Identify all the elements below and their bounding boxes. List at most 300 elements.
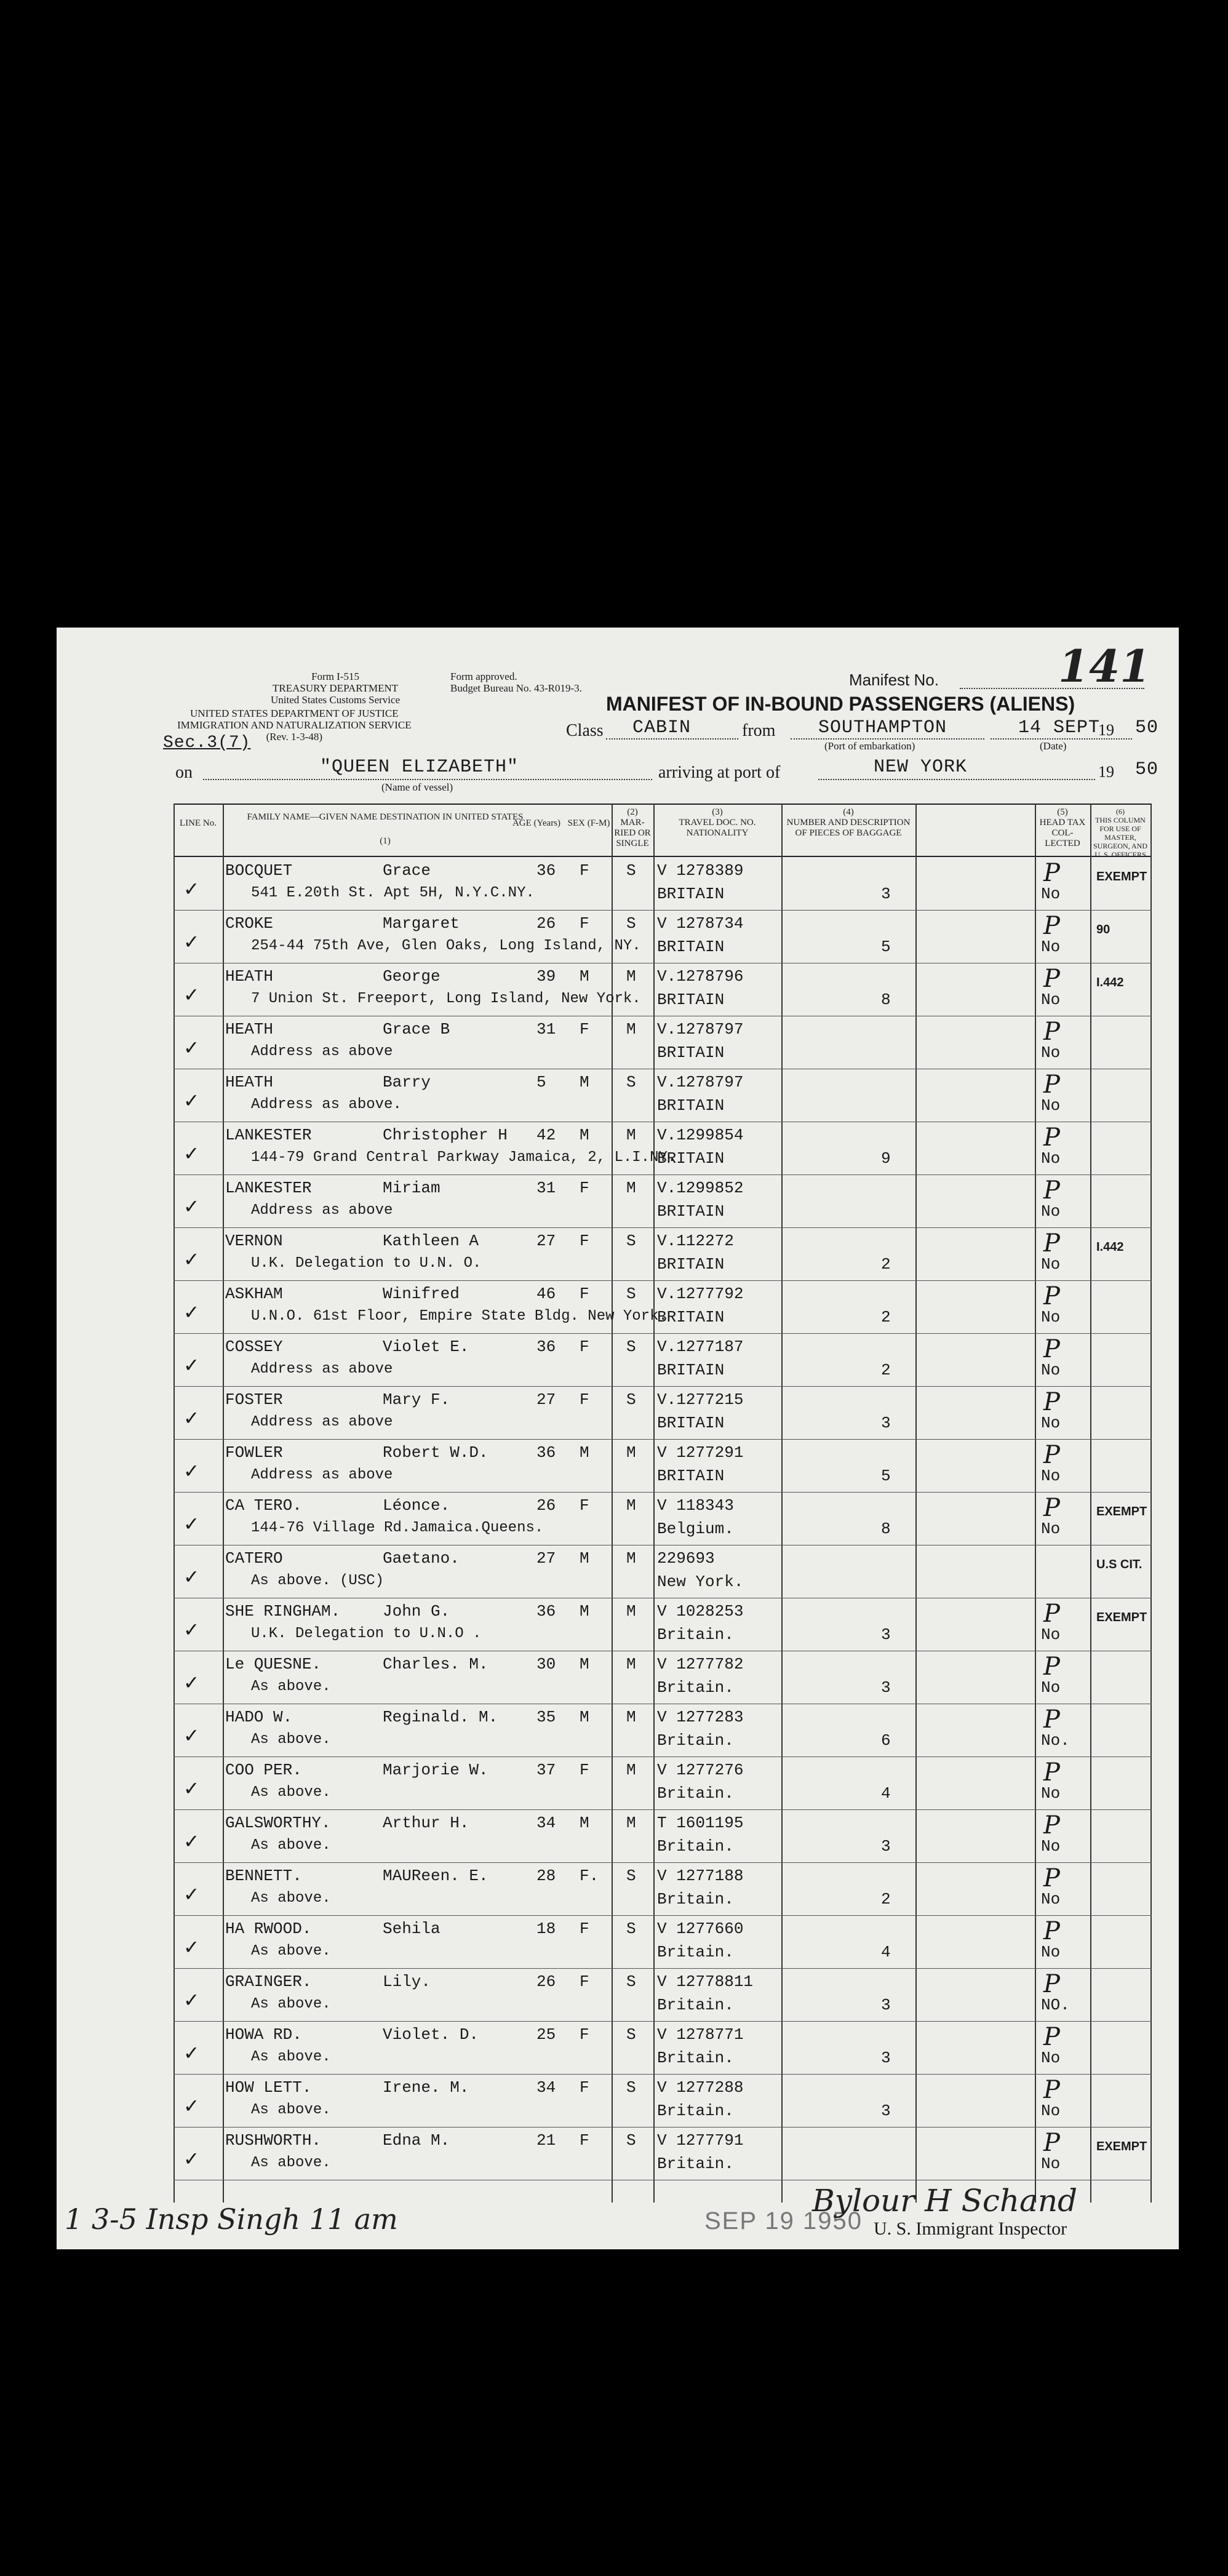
destination: As above. — [251, 2155, 331, 2171]
passenger-name: HOW LETT. — [225, 2078, 312, 2097]
paid-check-mark: P — [1043, 2076, 1060, 2104]
sex: F — [580, 1285, 589, 1303]
head-tax: No — [1041, 1043, 1061, 1062]
sex: F — [580, 861, 589, 880]
travel-doc: V 1278734 — [657, 914, 744, 933]
nationality: BRITAIN — [657, 991, 725, 1009]
year-value-2: 50 — [1135, 759, 1159, 780]
given-name: Sehila — [383, 1920, 441, 1938]
col-header-tax-num: (5) — [1057, 807, 1068, 817]
head-tax: No — [1041, 1096, 1061, 1115]
marital-status: S — [626, 2025, 636, 2044]
vessel-caption: (Name of vessel) — [381, 781, 453, 793]
paid-check-mark: P — [1043, 1176, 1060, 1205]
passenger-name: HEATH — [225, 1073, 274, 1091]
travel-doc: V 1277276 — [657, 1761, 744, 1779]
sex: F — [580, 1920, 589, 1938]
sex: F — [580, 914, 589, 933]
baggage: 2 — [881, 1890, 891, 1908]
paid-check-mark: P — [1043, 1388, 1060, 1416]
passenger-name: ASKHAM — [225, 1285, 283, 1303]
passenger-name: CATERO — [225, 1549, 283, 1568]
destination: As above. — [251, 1890, 331, 1907]
baggage: 3 — [881, 1837, 891, 1856]
from-label: from — [742, 721, 776, 740]
baggage: 5 — [881, 1467, 891, 1485]
line-check-icon: ✓ — [185, 2041, 198, 2067]
table-row — [173, 963, 1152, 1016]
age: 30 — [536, 1655, 556, 1673]
col-header-marital-label: MAR-RIED OR SINGLE — [614, 818, 651, 848]
vessel-line — [203, 779, 652, 780]
passenger-name: HEATH — [225, 967, 274, 986]
destination: As above. — [251, 2102, 331, 2118]
age: 28 — [536, 1867, 556, 1885]
passenger-name: VERNON — [225, 1232, 283, 1250]
table-row — [173, 1069, 1152, 1122]
class-line — [606, 738, 738, 740]
head-tax: No — [1041, 991, 1061, 1009]
travel-doc: V 118343 — [657, 1496, 734, 1515]
paid-check-mark: P — [1043, 965, 1060, 993]
paid-check-mark: P — [1043, 2129, 1060, 2157]
destination: Address as above — [251, 1043, 393, 1060]
table-row — [173, 1281, 1152, 1334]
baggage: 2 — [881, 1308, 891, 1326]
head-tax: No — [1041, 1520, 1061, 1538]
sex: M — [580, 1655, 589, 1673]
paid-check-mark: P — [1043, 1758, 1060, 1787]
paid-check-mark: P — [1043, 1282, 1060, 1310]
age: 27 — [536, 1232, 556, 1250]
destination: 144-79 Grand Central Parkway Jamaica, 2, L.I.NY. — [251, 1149, 677, 1166]
travel-doc: V 1277660 — [657, 1920, 744, 1938]
age: 36 — [536, 1338, 556, 1356]
head-tax: No — [1041, 1890, 1061, 1908]
given-name: MAUReen. E. — [383, 1867, 488, 1885]
col-header-name — [225, 812, 545, 847]
sex: M — [580, 1073, 589, 1091]
passenger-name: HA RWOOD. — [225, 1920, 312, 1938]
line-check-icon: ✓ — [185, 1406, 198, 1432]
nationality: Britain. — [657, 1943, 734, 1961]
col-header-baggage-label: NUMBER AND DESCRIPTION OF PIECES OF BAGGAGE — [786, 818, 911, 838]
official-remark: U.S CIT. — [1096, 1558, 1142, 1571]
col-header-sex: SEX (F-M) — [567, 818, 610, 828]
marital-status: M — [626, 1655, 636, 1673]
baggage: 3 — [881, 1996, 891, 2014]
paid-check-mark: P — [1043, 2023, 1060, 2051]
age: 5 — [536, 1073, 546, 1091]
travel-doc: V 1028253 — [657, 1602, 744, 1621]
destination: As above. — [251, 1678, 331, 1695]
sex: M — [580, 1549, 589, 1568]
travel-doc: V.1277792 — [657, 1285, 744, 1303]
col-header-doc-label: TRAVEL DOC. NO. NATIONALITY — [679, 818, 756, 838]
revision: (Rev. 1-3-48) — [266, 731, 323, 743]
justice-dept: UNITED STATES DEPARTMENT OF JUSTICE — [190, 708, 399, 719]
vessel-name: "QUEEN ELIZABETH" — [320, 757, 519, 778]
date-value: 14 SEPT — [1018, 717, 1101, 738]
marital-status: M — [626, 1708, 636, 1726]
arriving-port: NEW YORK — [874, 757, 968, 778]
col-header-baggage — [783, 807, 914, 839]
nationality: Britain. — [657, 2155, 734, 2173]
line-check-icon: ✓ — [185, 877, 198, 903]
treasury-dept: TREASURY DEPARTMENT — [273, 682, 399, 694]
marital-status: M — [626, 1761, 636, 1779]
paid-check-mark: P — [1043, 859, 1060, 887]
nationality: BRITAIN — [657, 938, 725, 956]
given-name: Robert W.D. — [383, 1443, 488, 1462]
destination: As above. — [251, 1784, 331, 1801]
travel-doc: 229693 — [657, 1549, 715, 1568]
table-row — [173, 1704, 1152, 1757]
passenger-name: Le QUESNE. — [225, 1655, 322, 1673]
travel-doc: T 1601195 — [657, 1814, 744, 1832]
passenger-name: BENNETT. — [225, 1867, 302, 1885]
given-name: Winifred — [383, 1285, 460, 1303]
baggage: 3 — [881, 885, 891, 903]
paid-check-mark: P — [1043, 1600, 1060, 1628]
baggage: 3 — [881, 1678, 891, 1697]
marital-status: M — [626, 1126, 636, 1144]
marital-status: M — [626, 1179, 636, 1197]
given-name: Grace B — [383, 1020, 450, 1039]
age: 26 — [536, 1972, 556, 1991]
age: 36 — [536, 1602, 556, 1621]
head-tax: No — [1041, 2102, 1061, 2120]
marital-status: M — [626, 1443, 636, 1462]
year-prefix-2: 19 — [1098, 763, 1114, 781]
age: 31 — [536, 1179, 556, 1197]
nationality: Britain. — [657, 1784, 734, 1803]
nationality: Britain. — [657, 2049, 734, 2067]
age: 35 — [536, 1708, 556, 1726]
destination: As above. — [251, 1943, 331, 1960]
sex: F — [580, 1020, 589, 1039]
line-check-icon: ✓ — [185, 1777, 198, 1802]
official-remark: I.442 — [1096, 1240, 1124, 1254]
paid-check-mark: P — [1043, 1018, 1060, 1046]
travel-doc: V.1278797 — [657, 1073, 744, 1091]
age: 27 — [536, 1549, 556, 1568]
customs-service: United States Customs Service — [271, 694, 401, 706]
line-check-icon: ✓ — [185, 1936, 198, 1961]
ins-line: IMMIGRATION AND NATURALIZATION SERVICE — [177, 719, 412, 731]
passenger-name: HOWA RD. — [225, 2025, 302, 2044]
travel-doc: V.112272 — [657, 1232, 734, 1250]
destination: 254-44 75th Ave, Glen Oaks, Long Island, NY. — [251, 938, 641, 954]
given-name: Arthur H. — [383, 1814, 469, 1832]
travel-doc: V.1299854 — [657, 1126, 744, 1144]
nationality: New York. — [657, 1573, 744, 1591]
head-tax: No. — [1041, 1731, 1070, 1750]
arriving-line — [818, 779, 1095, 780]
paid-check-mark: P — [1043, 1494, 1060, 1522]
table-header-border — [173, 856, 1152, 857]
inspector-signature: Bylour H Schand — [812, 2183, 1078, 2219]
paid-check-mark: P — [1043, 1441, 1060, 1469]
line-check-icon: ✓ — [185, 1512, 198, 1537]
inspector-caption: U. S. Immigrant Inspector — [874, 2219, 1067, 2239]
destination: 144-76 Village Rd.Jamaica.Queens. — [251, 1520, 544, 1536]
passenger-name: FOSTER — [225, 1390, 283, 1409]
given-name: Reginald. M. — [383, 1708, 498, 1726]
marital-status: M — [626, 1549, 636, 1568]
head-tax: No — [1041, 1784, 1061, 1803]
marital-status: S — [626, 2078, 636, 2097]
given-name: Christopher H — [383, 1126, 508, 1144]
destination: U.K. Delegation to U.N.O . — [251, 1625, 482, 1642]
table-row — [173, 1016, 1152, 1069]
age: 27 — [536, 1390, 556, 1409]
col-header-baggage-num: (4) — [843, 807, 854, 817]
class-label: Class — [566, 721, 604, 740]
destination: Address as above — [251, 1467, 393, 1483]
line-check-icon: ✓ — [185, 1354, 198, 1379]
age: 46 — [536, 1285, 556, 1303]
baggage: 2 — [881, 1255, 891, 1274]
passenger-name: FOWLER — [225, 1443, 283, 1462]
baggage: 9 — [881, 1149, 891, 1168]
baggage: 6 — [881, 1731, 891, 1750]
col-header-remarks — [1091, 807, 1149, 859]
sex: M — [580, 1814, 589, 1832]
travel-doc: V.1278796 — [657, 967, 744, 986]
col-header-marital-num: (2) — [627, 807, 638, 817]
passenger-table — [173, 804, 1152, 2203]
sex: F — [580, 1232, 589, 1250]
head-tax: No — [1041, 885, 1061, 903]
age: 36 — [536, 1443, 556, 1462]
table-top-border — [173, 804, 1152, 805]
form-approved: Form approved. — [450, 671, 517, 682]
head-tax: No — [1041, 1678, 1061, 1697]
baggage: 3 — [881, 1414, 891, 1432]
manifest-no-value: 141 — [1058, 640, 1151, 692]
marital-status: S — [626, 1867, 636, 1885]
travel-doc: V 1277188 — [657, 1867, 744, 1885]
on-label: on — [175, 763, 193, 782]
sex: F — [580, 1179, 589, 1197]
table-row — [173, 1122, 1152, 1175]
given-name: Grace — [383, 861, 431, 880]
table-row — [173, 1651, 1152, 1704]
marital-status: S — [626, 861, 636, 880]
age: 26 — [536, 914, 556, 933]
col-header-remarks-num: (6) — [1116, 807, 1125, 816]
marital-status: S — [626, 1338, 636, 1356]
baggage: 3 — [881, 2049, 891, 2067]
travel-doc: V 1277291 — [657, 1443, 744, 1462]
line-check-icon: ✓ — [185, 1142, 198, 1167]
from-line — [791, 738, 984, 740]
line-check-icon: ✓ — [185, 1565, 198, 1590]
head-tax: No — [1041, 1414, 1061, 1432]
paid-check-mark: P — [1043, 1864, 1060, 1892]
age: 18 — [536, 1920, 556, 1938]
line-check-icon: ✓ — [185, 1195, 198, 1220]
table-row — [173, 1440, 1152, 1493]
table-row — [173, 1334, 1152, 1387]
given-name: George — [383, 967, 441, 986]
table-row — [173, 1228, 1152, 1281]
table-row — [173, 1598, 1152, 1651]
baggage: 3 — [881, 2102, 891, 2120]
budget-bureau: Budget Bureau No. 43-R019-3. — [450, 682, 582, 694]
line-check-icon: ✓ — [185, 1988, 198, 2014]
table-row — [173, 1810, 1152, 1863]
sex: M — [580, 1708, 589, 1726]
sex: F — [580, 1496, 589, 1515]
head-tax: No — [1041, 1467, 1061, 1485]
year-prefix-1: 19 — [1098, 721, 1114, 739]
nationality: Britain. — [657, 1731, 734, 1750]
passenger-name: COO PER. — [225, 1761, 302, 1779]
destination: U.K. Delegation to U.N. O. — [251, 1255, 482, 1272]
col-header-line: LINE No. — [180, 818, 217, 828]
col-header-age: AGE (Years) — [512, 818, 561, 828]
destination: Address as above — [251, 1361, 393, 1378]
age: 42 — [536, 1126, 556, 1144]
given-name: Léonce. — [383, 1496, 450, 1515]
destination: As above. (USC) — [251, 1573, 385, 1589]
passenger-name: LANKESTER — [225, 1126, 312, 1144]
marital-status: M — [626, 1814, 636, 1832]
passenger-name: GALSWORTHY. — [225, 1814, 331, 1832]
table-row — [173, 2127, 1152, 2180]
manifest-no-label: Manifest No. — [849, 671, 939, 689]
nationality: BRITAIN — [657, 1149, 725, 1168]
sex: F — [580, 1338, 589, 1356]
passenger-name: CROKE — [225, 914, 274, 933]
destination: U.N.O. 61st Floor, Empire State Bldg. New York. — [251, 1308, 668, 1325]
sex: F — [580, 1390, 589, 1409]
age: 25 — [536, 2025, 556, 2044]
baggage: 2 — [881, 1361, 891, 1379]
nationality: BRITAIN — [657, 1255, 725, 1274]
head-tax: No — [1041, 938, 1061, 956]
port-embarkation-caption: (Port of embarkation) — [824, 740, 915, 752]
given-name: Edna M. — [383, 2131, 450, 2150]
sex: M — [580, 967, 589, 986]
travel-doc: V.1277215 — [657, 1390, 744, 1409]
line-check-icon: ✓ — [185, 1248, 198, 1273]
destination: 7 Union St. Freeport, Long Island, New York. — [251, 991, 641, 1007]
col-header-remarks-label: THIS COLUMN FOR USE OF MASTER, SURGEON, AND U. S. OFFICERS — [1093, 816, 1147, 859]
nationality: BRITAIN — [657, 885, 725, 903]
line-check-icon: ✓ — [185, 1830, 198, 1855]
nationality: Britain. — [657, 2102, 734, 2120]
given-name: Gaetano. — [383, 1549, 460, 1568]
age: 37 — [536, 1761, 556, 1779]
destination: Address as above. — [251, 1096, 402, 1113]
travel-doc: V.1277187 — [657, 1338, 744, 1356]
marital-status: S — [626, 1073, 636, 1091]
sex: F — [580, 2078, 589, 2097]
marital-status: S — [626, 1285, 636, 1303]
baggage: 5 — [881, 938, 891, 956]
date-stamp: SEP 19 1950 — [704, 2207, 863, 2235]
paid-check-mark: P — [1043, 1970, 1060, 1998]
passenger-name: HEATH — [225, 1020, 274, 1039]
travel-doc: V 12778811 — [657, 1972, 754, 1991]
date-caption: (Date) — [1040, 740, 1067, 752]
table-row — [173, 1969, 1152, 2022]
given-name: Violet E. — [383, 1338, 469, 1356]
head-tax: No — [1041, 1149, 1061, 1168]
nationality: BRITAIN — [657, 1467, 725, 1485]
marital-status: S — [626, 1920, 636, 1938]
passenger-name: LANKESTER — [225, 1179, 312, 1197]
line-check-icon: ✓ — [185, 1459, 198, 1485]
baggage: 4 — [881, 1784, 891, 1803]
sex: F — [580, 2025, 589, 2044]
marital-status: S — [626, 1232, 636, 1250]
page-title: MANIFEST OF IN-BOUND PASSENGERS (ALIENS) — [606, 693, 1075, 715]
nationality: Belgium. — [657, 1520, 734, 1538]
marital-status: S — [626, 2131, 636, 2150]
marital-status: M — [626, 1602, 636, 1621]
col-header-marital — [613, 807, 652, 849]
passenger-name: HADO W. — [225, 1708, 293, 1726]
table-row — [173, 1916, 1152, 1969]
sex: F — [580, 1972, 589, 1991]
baggage: 4 — [881, 1943, 891, 1961]
sex: F — [580, 1761, 589, 1779]
table-row — [173, 1387, 1152, 1440]
official-remark: I.442 — [1096, 976, 1124, 989]
age: 21 — [536, 2131, 556, 2150]
official-remark: EXEMPT — [1096, 2140, 1147, 2153]
col-header-name-label: FAMILY NAME—GIVEN NAME DESTINATION IN UNITED STATES — [247, 812, 524, 822]
col-header-doc — [655, 807, 780, 839]
passenger-name: GRAINGER. — [225, 1972, 312, 1991]
paid-check-mark: P — [1043, 1811, 1060, 1840]
travel-doc: V 1278771 — [657, 2025, 744, 2044]
line-check-icon: ✓ — [185, 983, 198, 1008]
official-remark: EXEMPT — [1096, 870, 1147, 883]
travel-doc: V 1278389 — [657, 861, 744, 880]
age: 36 — [536, 861, 556, 880]
destination: 541 E.20th St. Apt 5H, N.Y.C.NY. — [251, 885, 535, 901]
travel-doc: V 1277791 — [657, 2131, 744, 2150]
section-label: Sec.3(7) — [163, 733, 251, 752]
head-tax: No — [1041, 1361, 1061, 1379]
given-name: Kathleen A — [383, 1232, 479, 1250]
baggage: 3 — [881, 1625, 891, 1644]
official-remark: EXEMPT — [1096, 1505, 1147, 1518]
travel-doc: V 1277283 — [657, 1708, 744, 1726]
nationality: BRITAIN — [657, 1414, 725, 1432]
passenger-name: RUSHWORTH. — [225, 2131, 322, 2150]
destination: As above. — [251, 1996, 331, 2012]
head-tax: No — [1041, 2049, 1061, 2067]
head-tax: No — [1041, 1202, 1061, 1221]
given-name: Violet. D. — [383, 2025, 479, 2044]
col-header-tax-label: HEAD TAX COL-LECTED — [1039, 818, 1086, 848]
line-check-icon: ✓ — [185, 1301, 198, 1326]
travel-doc: V 1277288 — [657, 2078, 744, 2097]
given-name: Charles. M. — [383, 1655, 488, 1673]
line-check-icon: ✓ — [185, 2094, 198, 2119]
passenger-name: CA TERO. — [225, 1496, 302, 1515]
year-value-1: 50 — [1135, 717, 1159, 738]
travel-doc: V.1278797 — [657, 1020, 744, 1039]
marital-status: S — [626, 914, 636, 933]
paid-check-mark: P — [1043, 1653, 1060, 1681]
